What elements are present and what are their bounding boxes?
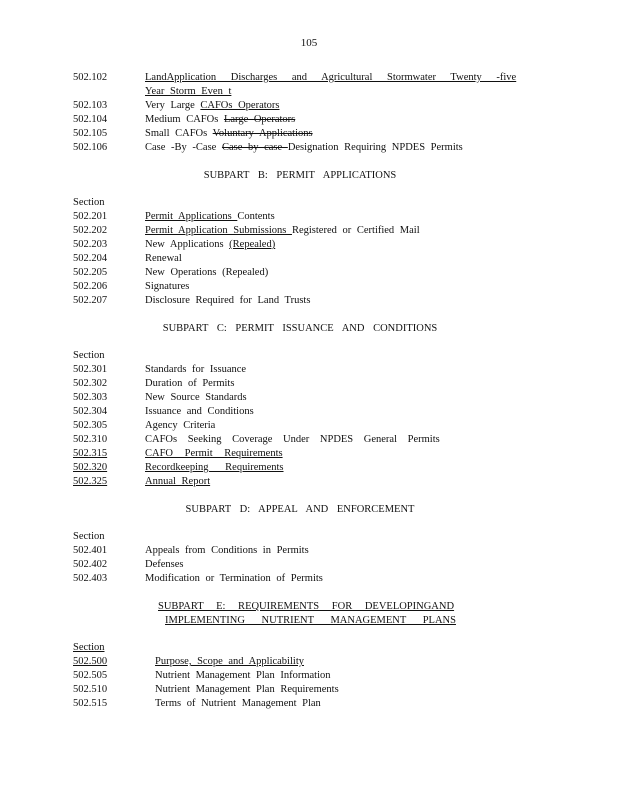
- section-number: 502.303: [73, 392, 108, 403]
- section-number: 502.401: [73, 545, 108, 556]
- section-title: Recordkeeping Requirements: [145, 462, 284, 473]
- section-title: Standards for Issuance: [145, 364, 247, 375]
- section-title: Appeals from Conditions in Permits: [145, 545, 309, 556]
- section-number: 502.505: [73, 670, 108, 681]
- section-number: 502.204: [73, 253, 108, 264]
- section-title: Small CAFOs Voluntary Applications: [145, 128, 313, 139]
- section-number: 502.205: [73, 267, 108, 278]
- section-number: 502.304: [73, 406, 108, 417]
- section-title: Permit Application Submissions Registered or Certified Mail: [145, 225, 420, 236]
- subpart-heading: SUBPART E: REQUIREMENTS FOR DEVELOPINGAND: [158, 601, 455, 612]
- section-title: Disclosure Required for Land Trusts: [145, 295, 311, 306]
- section-number: 502.515: [73, 698, 108, 709]
- section-title: Defenses: [145, 559, 184, 570]
- section-number: 502.403: [73, 573, 108, 584]
- subpart-heading-continued: IMPLEMENTING NUTRIENT MANAGEMENT PLANS: [165, 615, 456, 626]
- section-title: Medium CAFOs Large Operators: [145, 114, 296, 125]
- section-title: New Source Standards: [145, 392, 247, 403]
- section-number: 502.320: [73, 462, 108, 473]
- section-title: Terms of Nutrient Management Plan: [155, 698, 321, 709]
- section-number: 502.104: [73, 114, 108, 125]
- subpart-heading: SUBPART D: APPEAL AND ENFORCEMENT: [185, 504, 415, 515]
- section-title-continued: Year Storm Even t: [145, 86, 232, 97]
- section-number: 502.102: [73, 72, 108, 83]
- section-label: Section: [73, 350, 105, 361]
- section-title: Renewal: [145, 253, 182, 264]
- section-number: 502.103: [73, 100, 108, 111]
- section-label: Section: [73, 642, 105, 653]
- section-number: 502.305: [73, 420, 108, 431]
- section-title: Permit Applications Contents: [145, 211, 275, 222]
- section-title: CAFO Permit Requirements: [145, 448, 283, 459]
- section-title: Case -By -Case Case by case Designation Requiring NPDES Permits: [145, 142, 463, 153]
- section-label: Section: [73, 197, 105, 208]
- section-number: 502.206: [73, 281, 108, 292]
- section-number: 502.302: [73, 378, 108, 389]
- section-number: 502.207: [73, 295, 108, 306]
- section-number: 502.301: [73, 364, 108, 375]
- section-title: Very Large CAFOs Operators: [145, 100, 280, 111]
- subpart-heading: SUBPART B: PERMIT APPLICATIONS: [203, 170, 397, 181]
- section-number: 502.106: [73, 142, 108, 153]
- section-number: 502.201: [73, 211, 108, 222]
- section-title: New Operations (Repealed): [145, 267, 269, 278]
- section-number: 502.402: [73, 559, 108, 570]
- section-title: LandApplication Discharges and Agricultural Stormwater Twenty -five: [145, 72, 517, 83]
- section-number: 502.105: [73, 128, 108, 139]
- section-title: Duration of Permits: [145, 378, 235, 389]
- section-number: 502.203: [73, 239, 108, 250]
- section-title: Modification or Termination of Permits: [145, 573, 323, 584]
- section-title: Annual Report: [145, 476, 211, 487]
- subpart-heading: SUBPART C: PERMIT ISSUANCE AND CONDITIONS: [162, 323, 438, 334]
- section-title: Nutrient Management Plan Requirements: [155, 684, 339, 695]
- section-title: Signatures: [145, 281, 190, 292]
- section-label: Section: [73, 531, 105, 542]
- section-title: CAFOs Seeking Coverage Under NPDES General Permits: [145, 434, 440, 445]
- section-title: Issuance and Conditions: [145, 406, 254, 417]
- section-number: 502.202: [73, 225, 108, 236]
- section-title: Agency Criteria: [145, 420, 216, 431]
- section-title: New Applications (Repealed): [145, 239, 276, 250]
- section-number: 502.510: [73, 684, 108, 695]
- section-number: 502.325: [73, 476, 108, 487]
- page-number: 105: [300, 37, 318, 49]
- section-title: Purpose, Scope and Applicability: [155, 656, 304, 667]
- section-number: 502.500: [73, 656, 108, 667]
- section-number: 502.315: [73, 448, 108, 459]
- section-number: 502.310: [73, 434, 108, 445]
- section-title: Nutrient Management Plan Information: [155, 670, 331, 681]
